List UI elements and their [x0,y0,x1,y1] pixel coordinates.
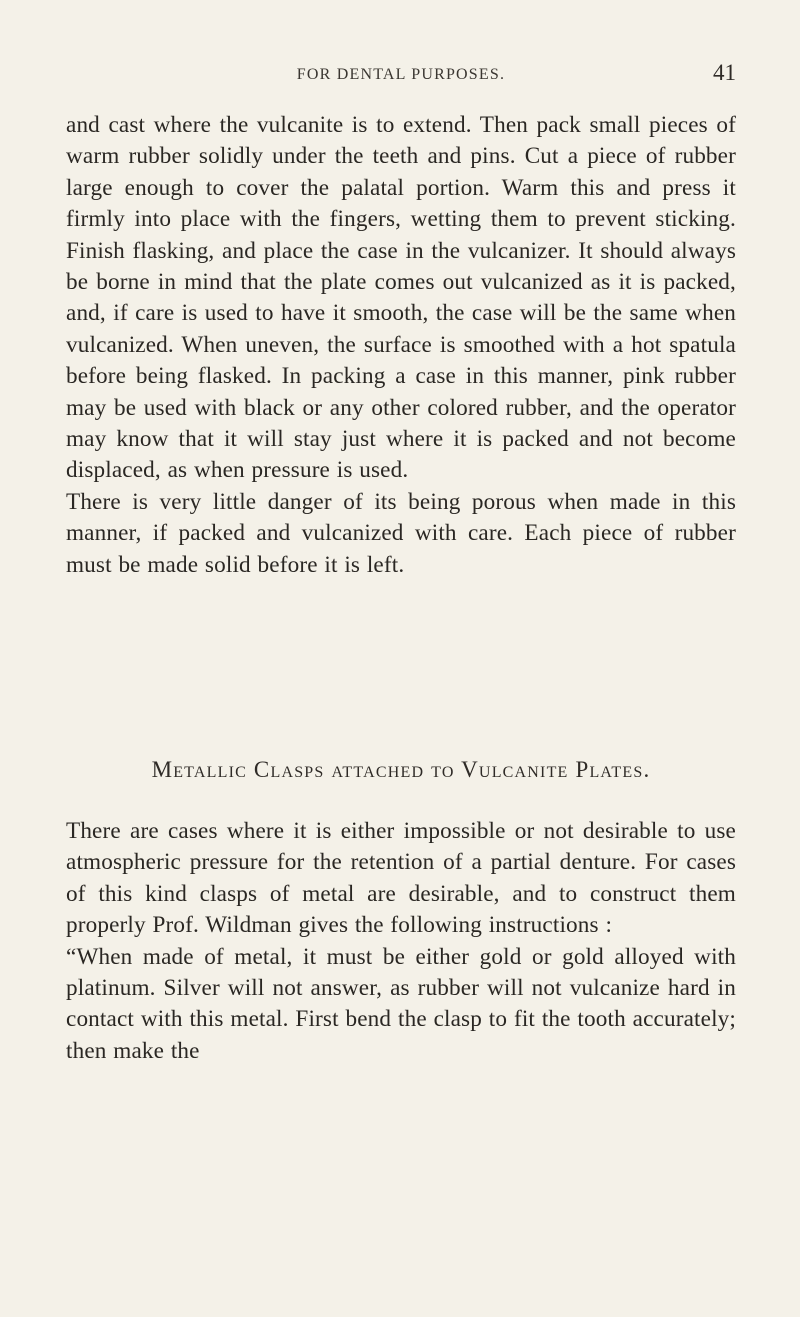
section-paragraph-1: There are cases where it is either impossible or not desirable to use atmospheric pressure for the retention of a partial denture. For cases of this kind clasps of metal are desirable, and to construct them properly Prof. Wildman gives the following instructions : [66,818,736,939]
running-head [66,60,736,92]
main-text-block [66,110,736,581]
section-heading: Metallic Clasps attached to Vulcanite Plates. [151,757,651,782]
section-paragraph-2: “When made of metal, it must be either gold or gold alloyed with platinum. Silver will not answer, as rubber will not vulcanize hard in contact with this metal. First bend the clasp to fit the tooth accurately; then make the [66,943,736,1064]
paragraph-2: There is very little danger of its being porous when made in this manner, if packed and vulcanized with care. Each piece of rubber must be made solid before it is left. [66,488,736,578]
page-number: 41 [713,60,736,85]
section-text-block [66,816,736,1067]
running-title: FOR DENTAL PURPOSES. [296,66,506,83]
paragraph-1: and cast where the vulcanite is to extend. Then pack small pieces of warm rubber solidly under the teeth and pins. Cut a piece of rubber large enough to cover the palatal portion. Warm this and press it firmly into place with the fingers, wetting them to prevent sticking. Finish flasking, and place the case in the vulcanizer. It should always be borne in mind that the plate comes out vulcanized as it is packed, and, if care is used to have it smooth, the case will be the same when vulcanized. When uneven, the surface is smoothed with a hot spatula before being flasked. In packing a case in this manner, pink rubber may be used with black or any other colored rubber, and the operator may know that it will stay just where it is packed and not become displaced, as when pressure is used. [66,112,736,484]
